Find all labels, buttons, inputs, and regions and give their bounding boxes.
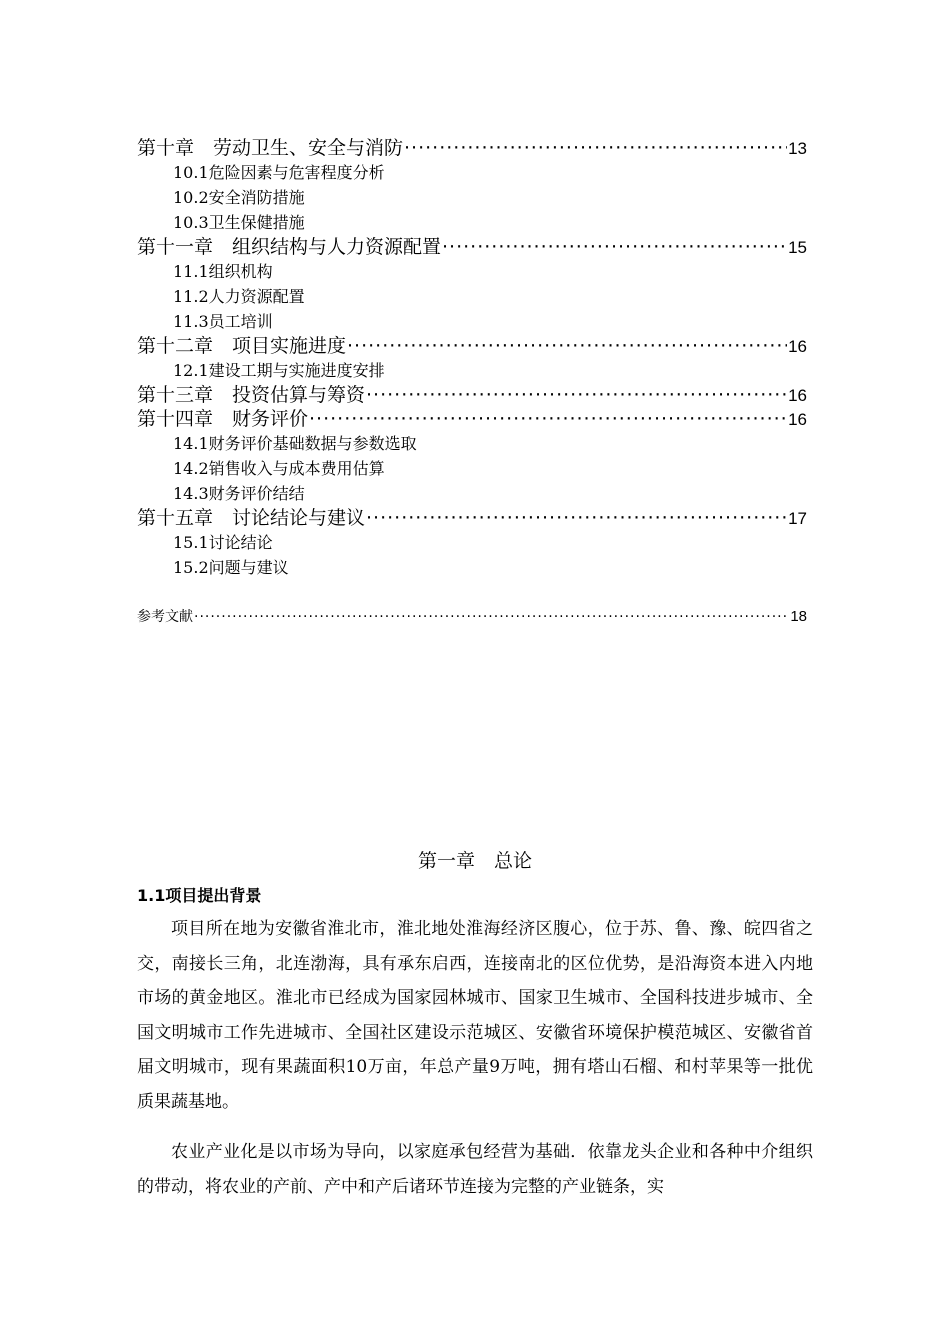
toc-chapter-15[interactable] bbox=[137, 506, 807, 530]
toc-page-number: 16 bbox=[788, 410, 807, 429]
toc-chapter-11[interactable] bbox=[137, 235, 807, 259]
chapter-title: 第一章 总论 bbox=[417, 850, 532, 872]
toc-subsection[interactable]: 14.3财务评价结结 bbox=[173, 484, 305, 503]
toc-page-number: 16 bbox=[788, 386, 807, 405]
toc-subsection[interactable]: 15.2问题与建议 bbox=[173, 558, 289, 577]
toc-subsection[interactable]: 12.1建设工期与实施进度安排 bbox=[173, 361, 385, 380]
toc-references-title: 参考文献 bbox=[137, 609, 193, 625]
table-of-contents bbox=[137, 136, 807, 628]
toc-subsection[interactable]: 14.2销售收入与成本费用估算 bbox=[173, 459, 385, 478]
toc-leader-dots bbox=[309, 407, 787, 431]
body-paragraph: 农业产业化是以市场为导向，以家庭承包经营为基础．依靠龙头企业和各种中介组织的带动，将农业的产前、产中和产后诸环节连接为完整的产业链条，实 bbox=[137, 1142, 813, 1197]
toc-subsection[interactable]: 10.2安全消防措施 bbox=[173, 188, 305, 207]
toc-subsection[interactable]: 10.1危险因素与危害程度分析 bbox=[173, 163, 385, 182]
toc-page-number: 13 bbox=[788, 139, 807, 158]
toc-chapter-title: 第十四章 财务评价 bbox=[137, 408, 309, 430]
toc-references[interactable] bbox=[137, 606, 807, 628]
toc-subsection[interactable]: 11.3员工培训 bbox=[173, 312, 273, 331]
toc-leader-dots bbox=[194, 606, 789, 628]
toc-chapter-title: 第十二章 项目实施进度 bbox=[137, 335, 347, 357]
toc-chapter-title: 第十一章 组织结构与人力资源配置 bbox=[137, 236, 442, 258]
toc-subsection[interactable]: 10.3卫生保健措施 bbox=[173, 213, 305, 232]
toc-leader-dots bbox=[366, 383, 787, 407]
toc-chapter-title: 第十三章 投资估算与筹资 bbox=[137, 384, 366, 406]
toc-subsection[interactable]: 15.1讨论结论 bbox=[173, 533, 273, 552]
toc-leader-dots bbox=[404, 136, 787, 160]
toc-chapter-13[interactable] bbox=[137, 383, 807, 407]
toc-spacer bbox=[137, 580, 807, 606]
toc-chapter-title: 第十章 劳动卫生、安全与消防 bbox=[137, 137, 404, 159]
toc-chapter-10[interactable] bbox=[137, 136, 807, 160]
section-heading: 1.1项目提出背景 bbox=[137, 886, 262, 905]
toc-page-number: 16 bbox=[788, 337, 807, 356]
toc-leader-dots bbox=[347, 334, 787, 358]
toc-subsection[interactable]: 14.1财务评价基础数据与参数选取 bbox=[173, 434, 417, 453]
body-paragraph: 项目所在地为安徽省淮北市，淮北地处淮海经济区腹心，位于苏、鲁、豫、皖四省之交，南接长三角，北连渤海，具有承东启西，连接南北的区位优势，是沿海资本进入内地市场的黄金地区。淮北市已经成为国家园林城市、国家卫生城市、全国科技进步城市、全国文明城市工作先进城市、全国社区建设示范城区、安徽省环境保护模范城区、安徽省首届文明城市，现有果蔬面积10万亩，年总产量9万吨，拥有塔山石榴、和村苹果等一批优质果蔬基地。 bbox=[137, 919, 813, 1112]
toc-page-number: 18 bbox=[790, 608, 807, 625]
toc-chapter-title: 第十五章 讨论结论与建议 bbox=[137, 507, 366, 529]
toc-leader-dots bbox=[442, 235, 787, 259]
toc-subsection[interactable]: 11.1组织机构 bbox=[173, 262, 273, 281]
toc-leader-dots bbox=[366, 506, 787, 530]
toc-page-number: 17 bbox=[788, 509, 807, 528]
toc-subsection[interactable]: 11.2人力资源配置 bbox=[173, 287, 305, 306]
toc-chapter-14[interactable] bbox=[137, 407, 807, 431]
toc-chapter-12[interactable] bbox=[137, 334, 807, 358]
toc-page-number: 15 bbox=[788, 238, 807, 257]
